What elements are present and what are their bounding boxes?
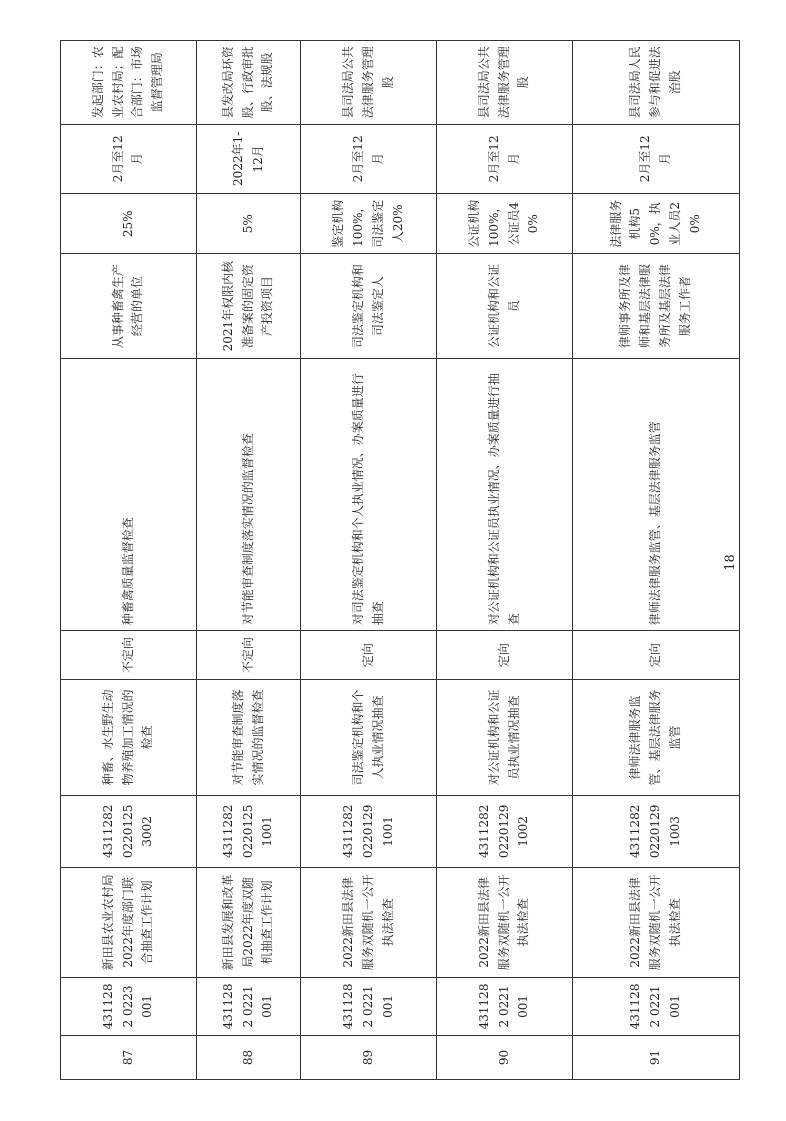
cell-content: 对公证机构和公证员执业情况、办案质量进行抽查 [437, 358, 573, 631]
cell-no: 89 [301, 1035, 437, 1079]
cell-check-type: 定向 [437, 631, 573, 680]
cell-department: 县司法局公共法律服务管理股 [301, 41, 437, 125]
cell-no: 88 [196, 1035, 301, 1079]
cell-no: 90 [437, 1035, 573, 1079]
cell-task-code: 4311282 0221001 [572, 977, 739, 1035]
cell-plan-name: 2022新田县法律服务双随机一公开执法检查 [301, 867, 437, 977]
cell-task-code: 4311282 0221001 [301, 977, 437, 1035]
cell-department: 县发改局环资股、行政审批股、法规股 [196, 41, 301, 125]
cell-object: 2021年权限内核准备案的固定资产投资项目 [196, 254, 301, 358]
cell-content: 种畜禽质量监督检查 [61, 358, 197, 631]
cell-item-name: 种畜、水生野生动物养殖加工情况的检查 [61, 679, 197, 795]
cell-check-type: 不定向 [61, 631, 197, 680]
cell-time: 2月至12月 [437, 124, 573, 194]
cell-item-code: 431128202201291002 [437, 795, 573, 867]
cell-ratio: 25% [61, 194, 197, 254]
table-row [437, 41, 573, 1080]
cell-ratio: 鉴定机构100%，司法鉴定人20% [301, 194, 437, 254]
cell-no: 91 [572, 1035, 739, 1079]
cell-department: 县司法局公共法律服务管理股 [437, 41, 573, 125]
cell-item-code: 431128202201291003 [572, 795, 739, 867]
cell-item-code: 431128202201291001 [301, 795, 437, 867]
cell-object: 律师事务所及律师和基层法律服务所及基层法律服务工作者 [572, 254, 739, 358]
cell-ratio: 公证机构100%，公证员40% [437, 194, 573, 254]
cell-content: 对司法鉴定机构和个人执业情况、办案质量进行抽查 [301, 358, 437, 631]
cell-plan-name: 2022新田县法律服务双随机一公开执法检查 [572, 867, 739, 977]
cell-check-type: 定向 [301, 631, 437, 680]
inspection-table [60, 40, 740, 1080]
cell-item-name: 对公证机构和公证员执业情况抽查 [437, 679, 573, 795]
cell-no: 87 [61, 1035, 197, 1079]
cell-task-code: 4311282 0221001 [196, 977, 301, 1035]
page-number: 18 [722, 554, 738, 571]
cell-item-code: 431128202201251001 [196, 795, 301, 867]
cell-object: 公证机构和公证员 [437, 254, 573, 358]
table-row [572, 41, 739, 1080]
cell-item-code: 431128202201253002 [61, 795, 197, 867]
cell-check-type: 不定向 [196, 631, 301, 680]
cell-content: 对节能审查制度落实情况的监督检查 [196, 358, 301, 631]
cell-plan-name: 2022新田县法律服务双随机一公开执法检查 [437, 867, 573, 977]
cell-plan-name: 新田县农业农村局2022年度部门联合抽查工作计划 [61, 867, 197, 977]
cell-time: 2022年1-12月 [196, 124, 301, 194]
cell-time: 2月至12月 [301, 124, 437, 194]
cell-item-name: 司法鉴定机构和个人执业情况抽查 [301, 679, 437, 795]
cell-department: 县司法局人民参与和促进法治股 [572, 41, 739, 125]
cell-ratio: 法律服务机构50%，执业人员20% [572, 194, 739, 254]
cell-item-name: 律师法律服务监管、基层法律服务监管 [572, 679, 739, 795]
cell-department: 发起部门：农业农村局；配合部门：市场监督管理局 [61, 41, 197, 125]
cell-item-name: 对节能审查制度落实情况的监督检查 [196, 679, 301, 795]
cell-object: 从事种畜禽生产经营的单位 [61, 254, 197, 358]
cell-task-code: 4311282 0223001 [61, 977, 197, 1035]
rotated-table-sheet [60, 40, 740, 1080]
table-row [61, 41, 197, 1080]
cell-ratio: 5% [196, 194, 301, 254]
cell-check-type: 定向 [572, 631, 739, 680]
table-row [301, 41, 437, 1080]
cell-task-code: 4311282 0221001 [437, 977, 573, 1035]
cell-content: 律师法律服务监管、基层法律服务监管 [572, 358, 739, 631]
cell-object: 司法鉴定机构和司法鉴定人 [301, 254, 437, 358]
cell-time: 2月至12月 [572, 124, 739, 194]
cell-plan-name: 新田县发展和改革局2022年度双随机抽查工作计划 [196, 867, 301, 977]
cell-time: 2月至12月 [61, 124, 197, 194]
table-row [196, 41, 301, 1080]
